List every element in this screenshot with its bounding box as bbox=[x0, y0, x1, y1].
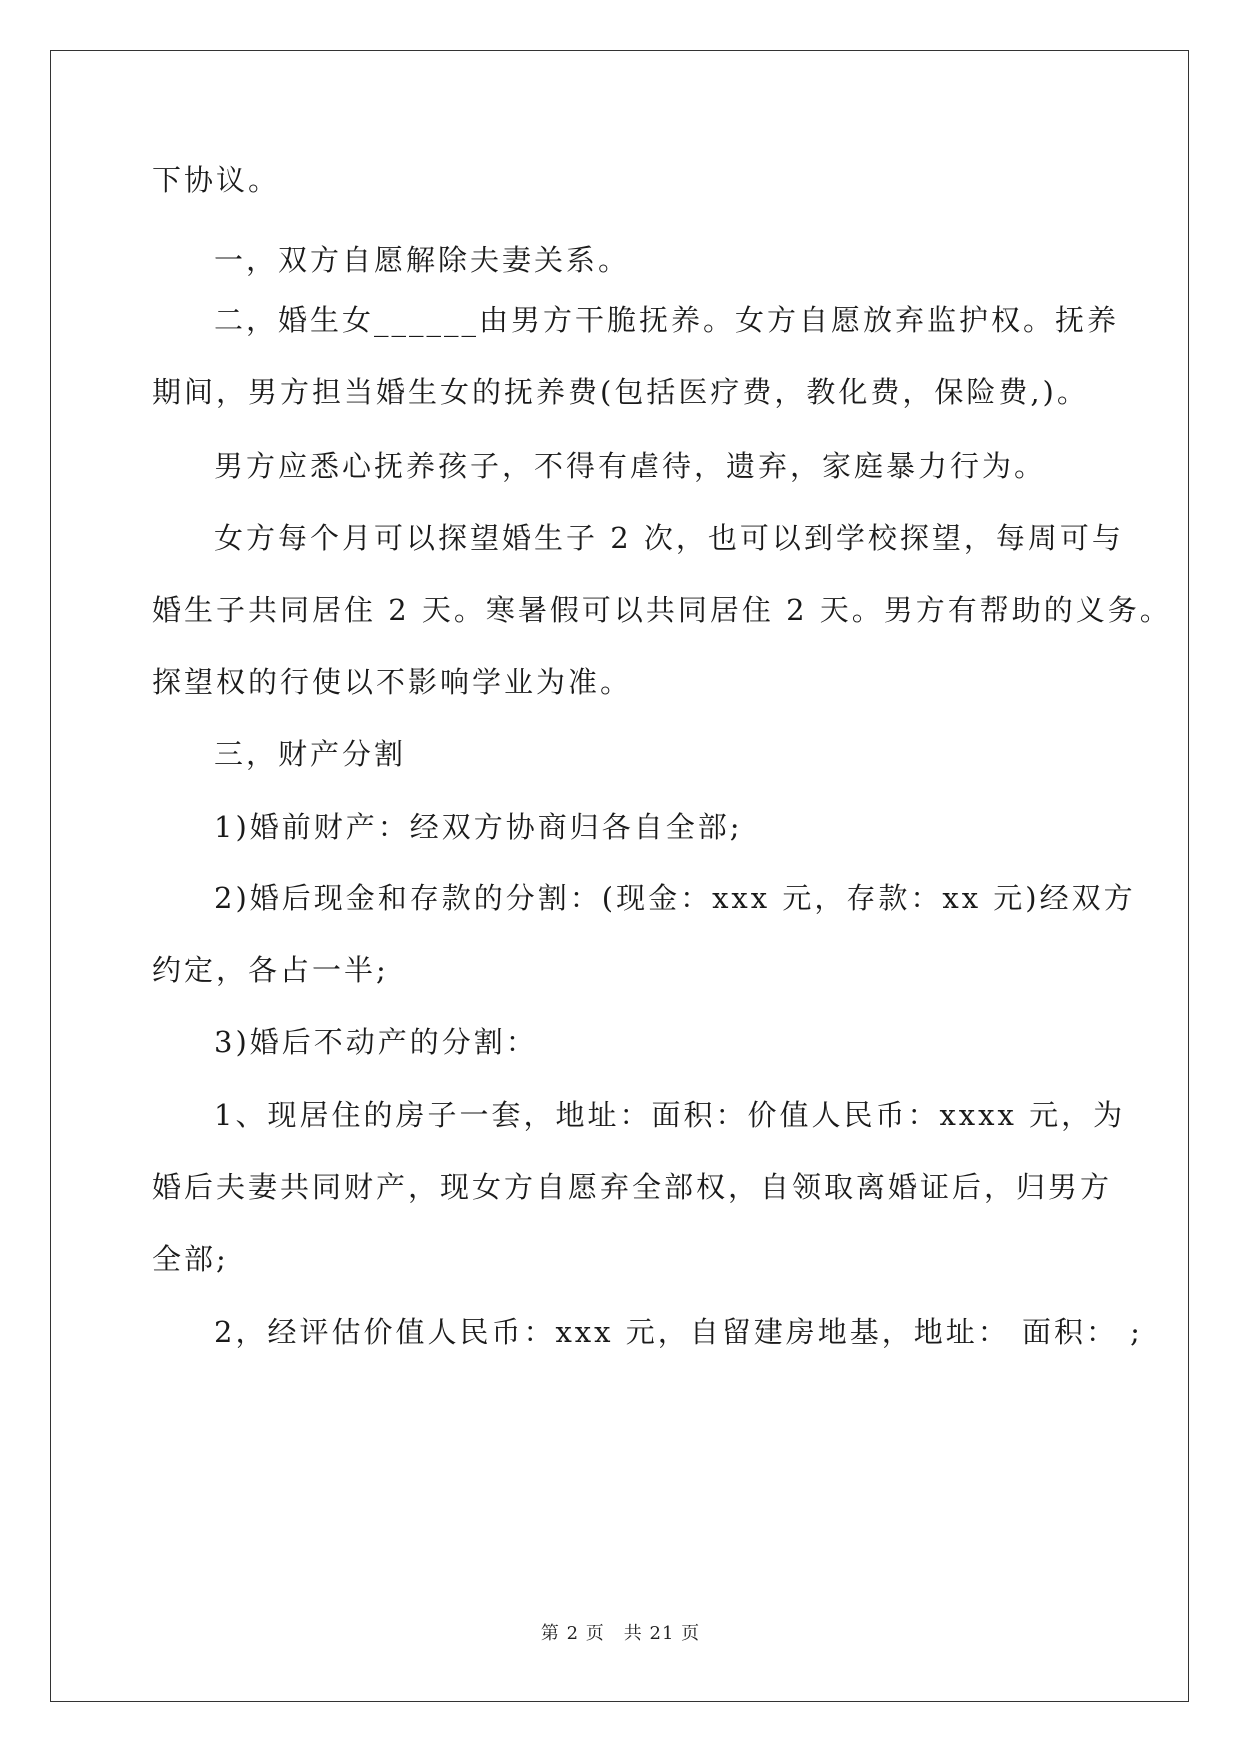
paragraph-line: 全部; bbox=[152, 1242, 229, 1276]
page-border bbox=[50, 50, 1189, 1702]
paragraph-line: 婚后夫妻共同财产，现女方自愿弃全部权，自领取离婚证后，归男方 bbox=[152, 1170, 1113, 1204]
paragraph-line: 2)婚后现金和存款的分割：(现金：xxx 元，存款：xx 元)经双方 bbox=[214, 881, 1136, 915]
paragraph-line: 三，财产分割 bbox=[214, 737, 407, 771]
page-number-footer: 第 2 页 共 21 页 bbox=[540, 1623, 701, 1644]
paragraph-line: 女方每个月可以探望婚生子 2 次，也可以到学校探望，每周可与 bbox=[214, 521, 1124, 555]
paragraph-line: 婚生子共同居住 2 天。寒暑假可以共同居住 2 天。男方有帮助的义务。 bbox=[152, 593, 1172, 627]
paragraph-line: 男方应悉心抚养孩子，不得有虐待，遗弃，家庭暴力行为。 bbox=[214, 449, 1047, 483]
paragraph-line: 下协议。 bbox=[152, 163, 281, 197]
paragraph-line: 约定，各占一半; bbox=[152, 953, 389, 987]
paragraph-line: 期间，男方担当婚生女的抚养费(包括医疗费，教化费，保险费,)。 bbox=[152, 375, 1089, 409]
paragraph-line: 3)婚后不动产的分割： bbox=[214, 1025, 538, 1059]
paragraph-line: 探望权的行使以不影响学业为准。 bbox=[152, 665, 633, 699]
paragraph-line: 1、现居住的房子一套，地址：面积：价值人民币：xxxx 元，为 bbox=[214, 1098, 1126, 1132]
paragraph-line: 一，双方自愿解除夫妻关系。 bbox=[214, 243, 631, 277]
paragraph-line: 2，经评估价值人民币：xxx 元，自留建房地基，地址： 面积： ; bbox=[214, 1315, 1143, 1349]
paragraph-line: 二，婚生女______由男方干脆抚养。女方自愿放弃监护权。抚养 bbox=[214, 303, 1120, 337]
paragraph-line: 1)婚前财产：经双方协商归各自全部; bbox=[214, 810, 743, 844]
